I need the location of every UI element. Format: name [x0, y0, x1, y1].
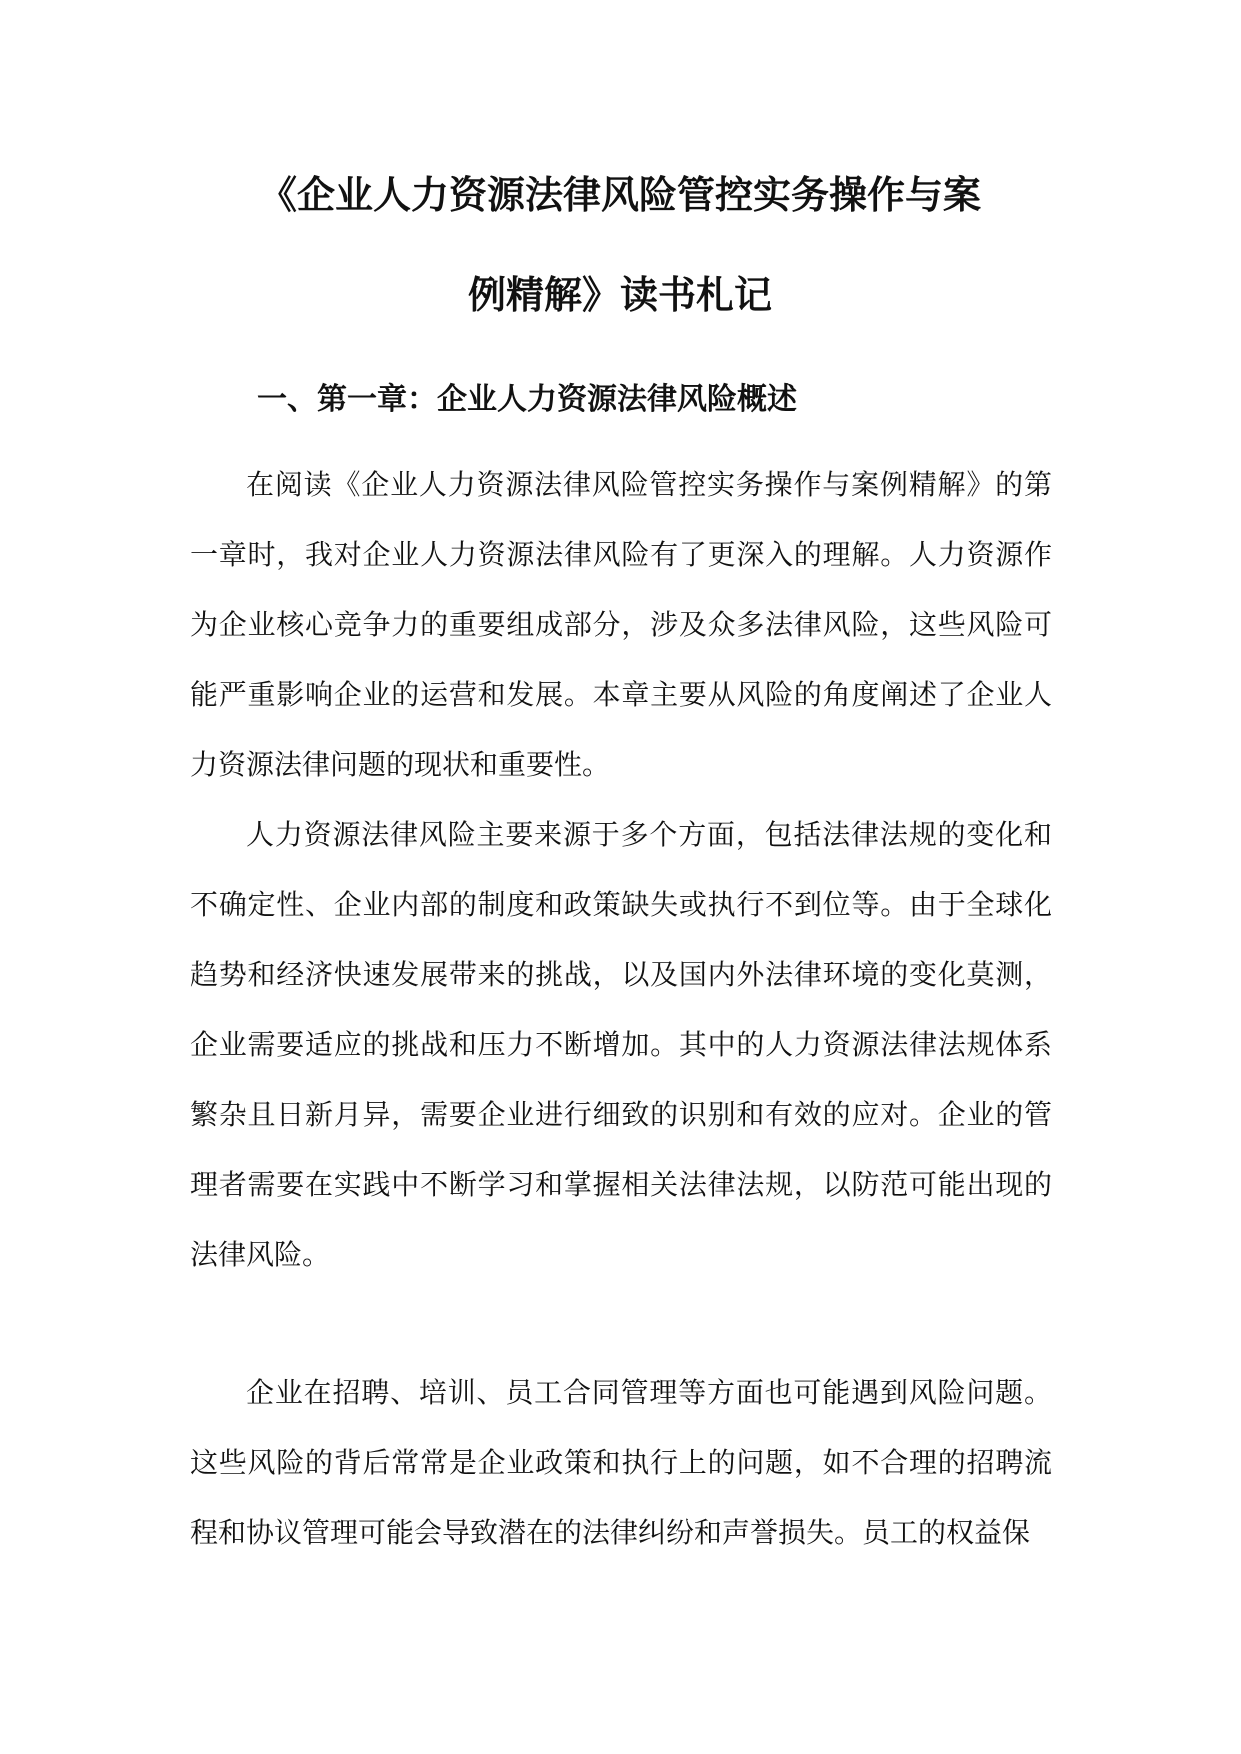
document-title-line-2: 例精解》读书札记	[467, 272, 772, 317]
body-paragraph: 在阅读《企业人力资源法律风险管控实务操作与案例精解》的第一章时，我对企业人力资源法律风险有了更深入的理解。人力资源作为企业核心竞争力的重要组成部分，涉及众多法律风险，这些风险可能严重影响企业的运营和发展。本章主要从风险的角度阐述了企业人力资源法律问题的现状和重要性。	[190, 468, 1052, 781]
body-paragraph: 企业在招聘、培训、员工合同管理等方面也可能遇到风险问题。这些风险的背后常常是企业政策和执行上的问题，如不合理的招聘流程和协议管理可能会导致潜在的法律纠纷和声誉损失。员工的权益保	[190, 1376, 1052, 1549]
section-heading-chapter-1: 一、第一章：企业人力资源法律风险概述	[257, 382, 797, 417]
document-title-line-1: 《企业人力资源法律风险管控实务操作与案	[258, 172, 981, 217]
body-paragraph: 人力资源法律风险主要来源于多个方面，包括法律法规的变化和不确定性、企业内部的制度和政策缺失或执行不到位等。由于全球化趋势和经济快速发展带来的挑战，以及国内外法律环境的变化莫测，企业需要适应的挑战和压力不断增加。其中的人力资源法律法规体系繁杂且日新月异，需要企业进行细致的识别和有效的应对。企业的管理者需要在实践中不断学习和掌握相关法律法规，以防范可能出现的法律风险。	[190, 818, 1052, 1271]
document-title	[190, 145, 1050, 345]
